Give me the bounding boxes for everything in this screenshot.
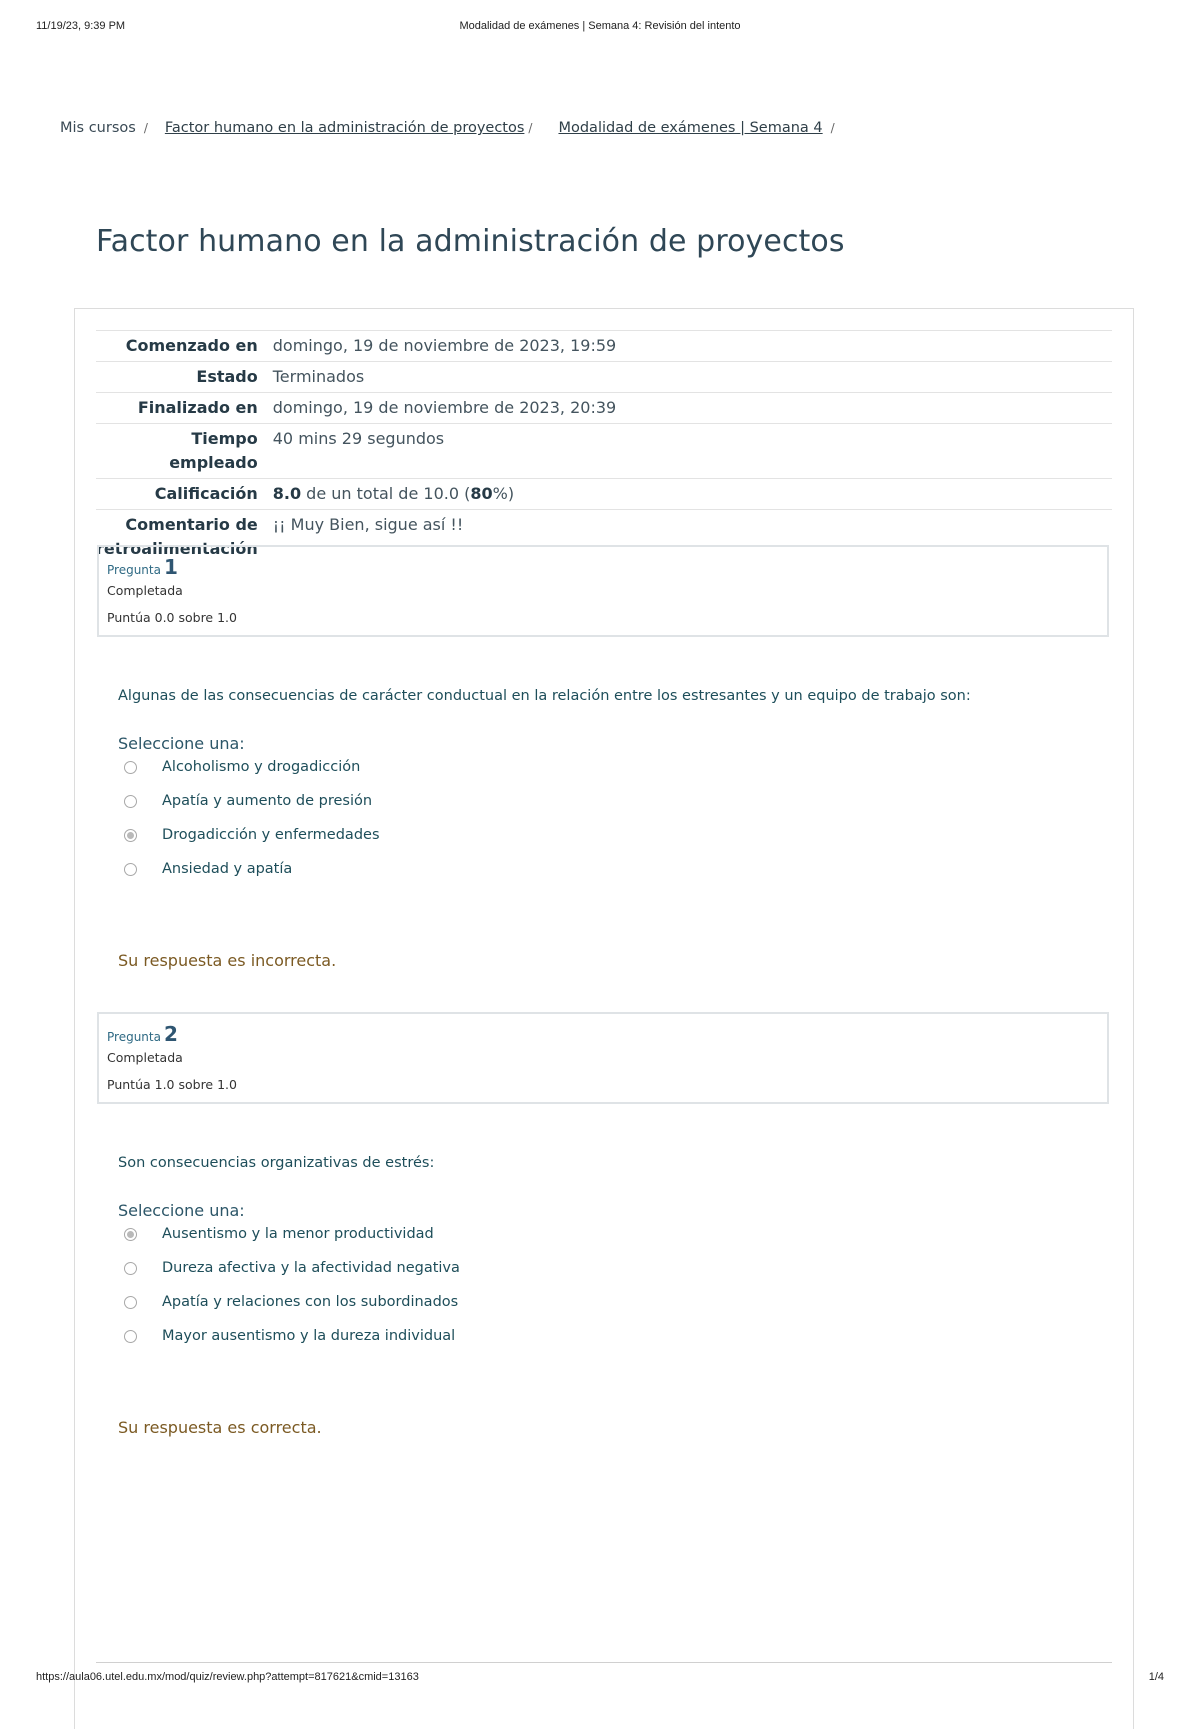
page-title: Factor humano en la administración de proyectos [96, 224, 845, 259]
summary-row-finished [96, 393, 1112, 424]
summary-row-time [96, 424, 1112, 479]
answer-option[interactable] [118, 1226, 1108, 1260]
grade-score: 8.0 [272, 484, 302, 503]
print-footer [36, 1671, 1164, 1683]
grade-end: %) [492, 484, 515, 503]
answer-option[interactable] [118, 759, 1108, 793]
radio-button-selected[interactable] [124, 1228, 137, 1241]
answer-option[interactable] [118, 793, 1108, 827]
radio-button[interactable] [124, 863, 137, 876]
question-state: Completada [107, 583, 183, 598]
breadcrumb-item-course[interactable]: Factor humano en la administración de proyectos [164, 120, 525, 136]
question-grade: Puntúa 1.0 sobre 1.0 [107, 1077, 237, 1092]
summary-value: ¡¡ Muy Bien, sigue así !! [272, 515, 464, 534]
question-number: 2 [163, 1022, 178, 1046]
summary-label: Estado [196, 367, 258, 386]
radio-button[interactable] [124, 795, 137, 808]
summary-label-line: Tiempo [191, 429, 258, 448]
answer-options [118, 759, 1108, 895]
summary-value: domingo, 19 de noviembre de 2023, 19:59 [272, 336, 617, 355]
answer-option-label: Apatía y relaciones con los subordinados [162, 1294, 459, 1310]
summary-value: domingo, 19 de noviembre de 2023, 20:39 [272, 398, 617, 417]
summary-value [273, 479, 1112, 510]
print-url: https://aula06.utel.edu.mx/mod/quiz/review.php?attempt=817621&cmid=13163 [36, 1671, 419, 1683]
question-1-body [118, 688, 1108, 970]
summary-row-started [96, 331, 1112, 362]
answer-feedback: Su respuesta es incorrecta. [118, 951, 337, 970]
summary-value: Terminados [272, 367, 365, 386]
grade-percent: 80 [470, 484, 493, 503]
radio-button[interactable] [124, 1262, 137, 1275]
question-text: Son consecuencias organizativas de estrés: [118, 1155, 435, 1171]
summary-label: Comenzado en [125, 336, 258, 355]
answer-option-label: Mayor ausentismo y la dureza individual [162, 1328, 456, 1344]
question-state: Completada [107, 1050, 183, 1065]
summary-value: 40 mins 29 segundos [272, 429, 445, 448]
breadcrumb-item-mis-cursos[interactable]: Mis cursos [60, 120, 136, 136]
answer-option[interactable] [118, 1328, 1108, 1362]
question-number: 1 [163, 555, 178, 579]
attempt-summary-table [96, 330, 1112, 564]
answer-options [118, 1226, 1108, 1362]
question-text: Algunas de las consecuencias de carácter conductual en la relación entre los estresantes y un equipo de trabajo son: [118, 688, 971, 704]
answer-option-label: Dureza afectiva y la afectividad negativa [162, 1260, 460, 1276]
radio-button[interactable] [124, 1296, 137, 1309]
answer-option[interactable] [118, 827, 1108, 861]
question-label: Pregunta [107, 1030, 161, 1044]
summary-row-state [96, 362, 1112, 393]
summary-label-line: empleado [169, 453, 258, 472]
question-1-info [97, 545, 1109, 637]
answer-feedback: Su respuesta es correcta. [118, 1418, 322, 1437]
summary-label [96, 424, 273, 479]
answer-option-label: Ausentismo y la menor productividad [162, 1226, 434, 1242]
summary-label: Finalizado en [137, 398, 258, 417]
summary-row-grade [96, 479, 1112, 510]
breadcrumb-separator: / [830, 121, 835, 135]
answer-option[interactable] [118, 1294, 1108, 1328]
print-header [36, 20, 1164, 36]
question-2-body [118, 1155, 1108, 1437]
divider [96, 1662, 1112, 1663]
print-page-number: 1/4 [1148, 1671, 1164, 1683]
radio-button[interactable] [124, 1330, 137, 1343]
answer-option[interactable] [118, 861, 1108, 895]
breadcrumb-separator: / [143, 121, 148, 135]
breadcrumb-item-quiz[interactable]: Modalidad de exámenes | Semana 4 [558, 120, 823, 136]
question-grade: Puntúa 0.0 sobre 1.0 [107, 610, 237, 625]
question-2-info [97, 1012, 1109, 1104]
summary-label-line: Comentario de [125, 515, 258, 534]
answer-option-label: Ansiedad y apatía [162, 861, 293, 877]
answer-option-label: Alcoholismo y drogadicción [162, 759, 361, 775]
breadcrumb-separator: / [528, 121, 533, 135]
question-label: Pregunta [107, 563, 161, 577]
radio-button-selected[interactable] [124, 829, 137, 842]
print-document-title: Modalidad de exámenes | Semana 4: Revisión del intento [459, 20, 741, 32]
answer-option-label: Apatía y aumento de presión [162, 793, 373, 809]
breadcrumb [60, 120, 844, 136]
summary-label-line: retroalimentación [96, 539, 258, 558]
radio-button[interactable] [124, 761, 137, 774]
answer-option[interactable] [118, 1260, 1108, 1294]
summary-label: Calificación [154, 484, 258, 503]
answer-option-label: Drogadicción y enfermedades [162, 827, 380, 843]
print-datetime: 11/19/23, 9:39 PM [36, 20, 126, 32]
grade-middle: de un total de 10.0 ( [301, 484, 471, 503]
select-one-label: Seleccione una: [118, 734, 245, 753]
select-one-label: Seleccione una: [118, 1201, 245, 1220]
